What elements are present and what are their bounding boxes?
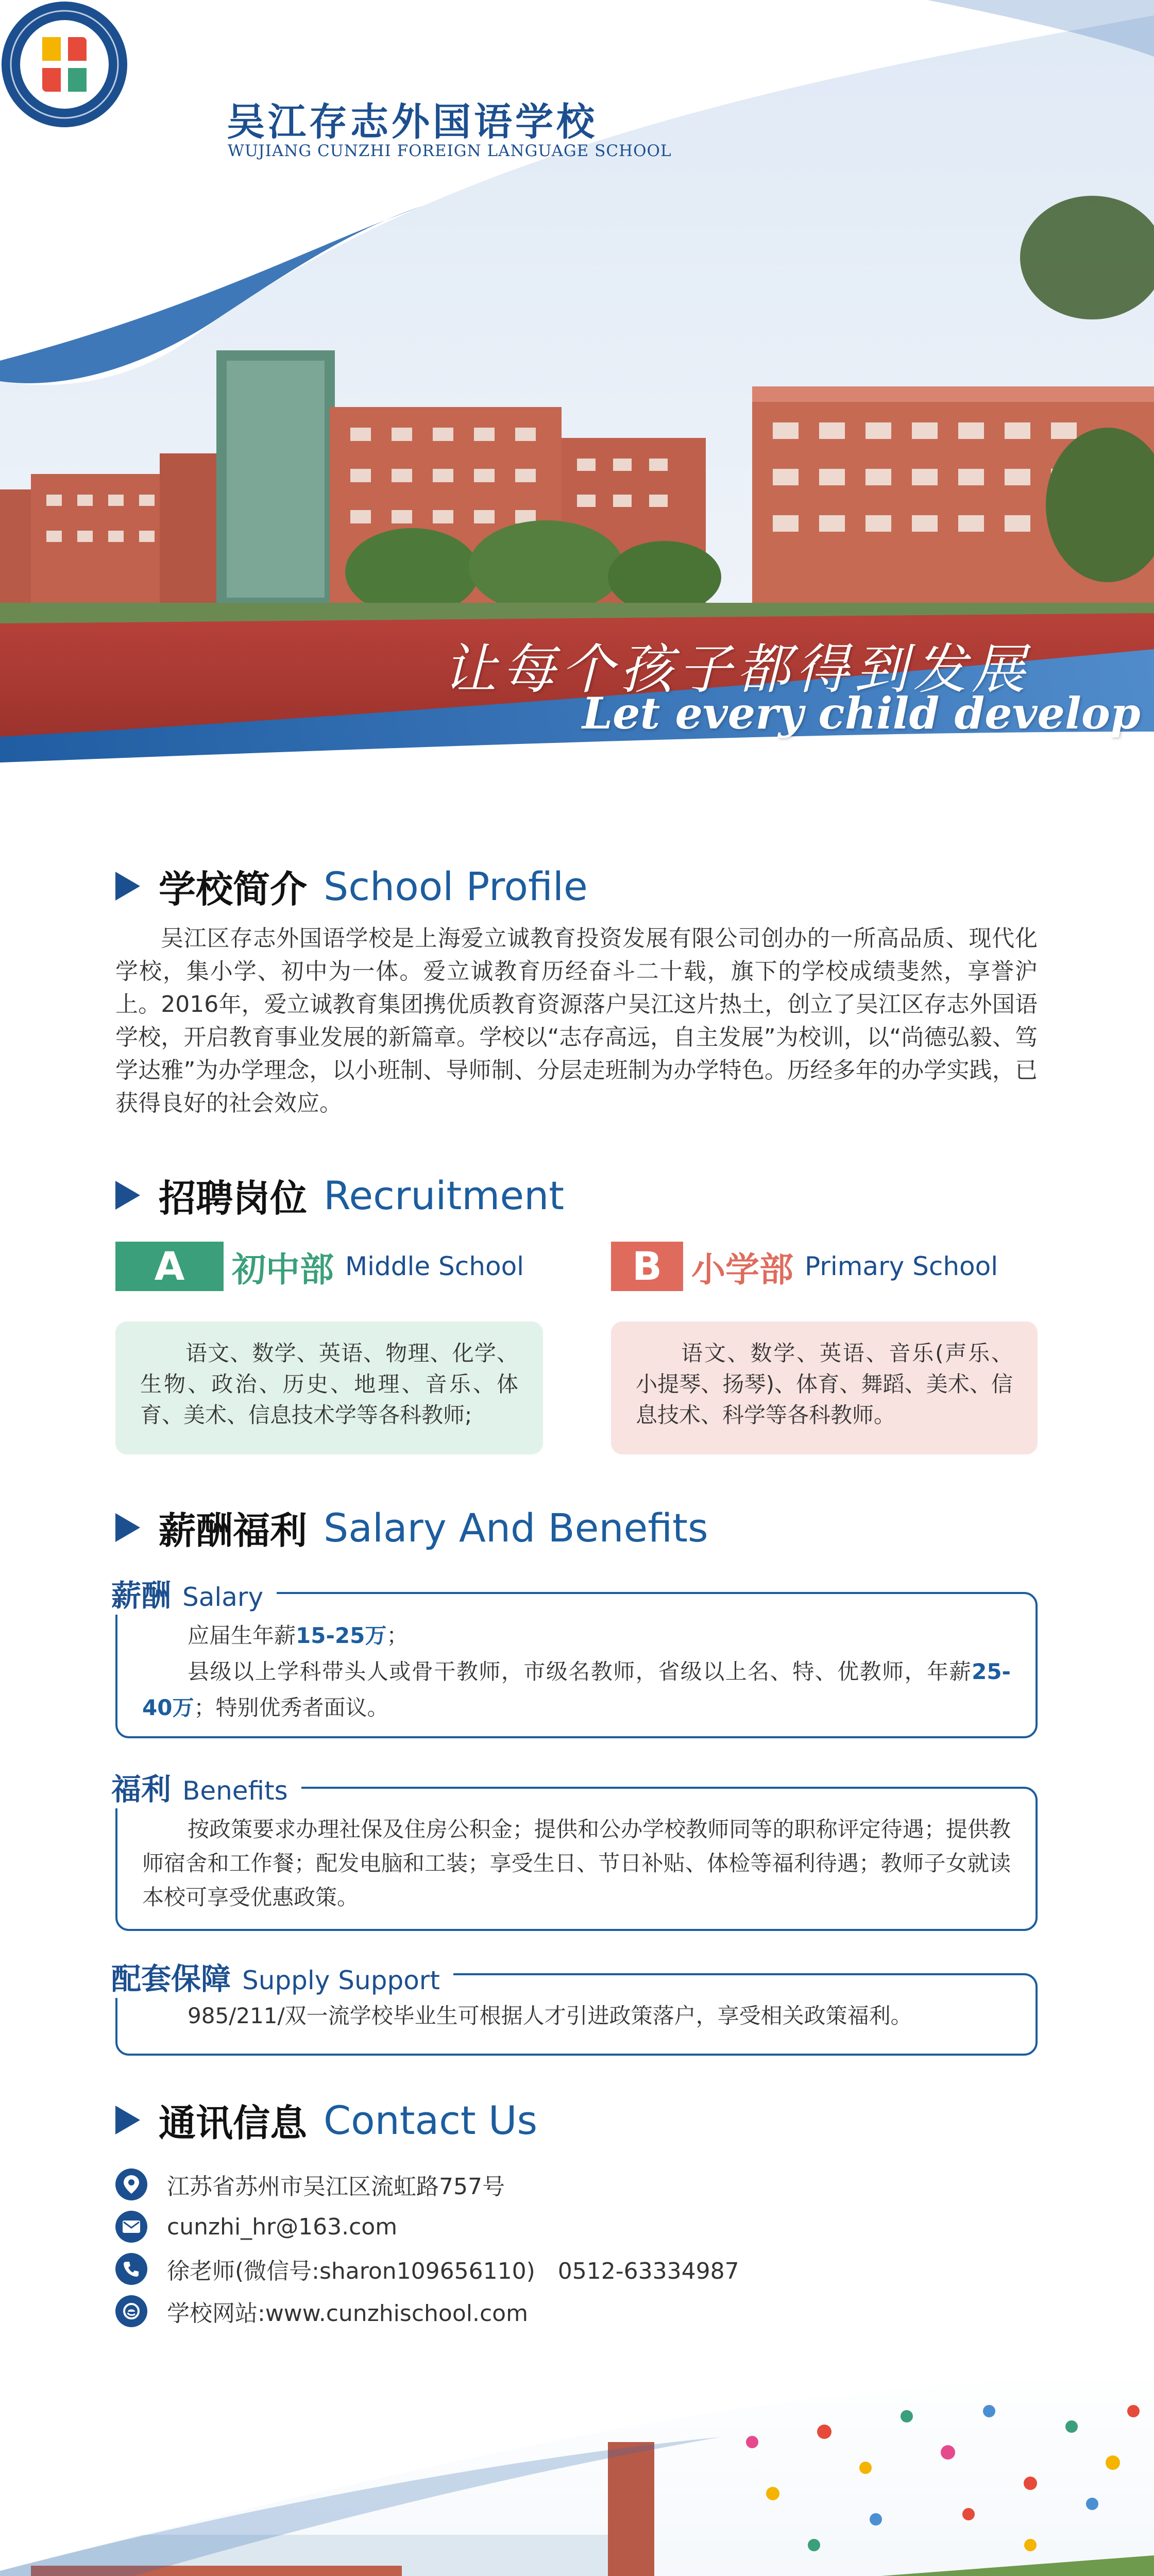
- triangle-bullet-icon: [115, 1181, 140, 1210]
- address-text: 江苏省苏州市吴江区流虹路757号: [167, 2174, 505, 2200]
- middle-school-subjects: 语文、数学、英语、物理、化学、生物、政治、历史、地理、音乐、体育、美术、信息技术学等各科教师;: [115, 1321, 543, 1454]
- salary-label: [111, 1571, 277, 1615]
- salary-label-cn: 薪酬: [111, 1578, 172, 1613]
- middle-school-letter: A: [115, 1242, 224, 1291]
- section-heading-recruitment: [115, 1170, 564, 1221]
- location-pin-icon: [115, 2168, 147, 2200]
- welfare-box: [115, 1787, 1038, 1931]
- benefits-title-cn: 薪酬福利: [159, 1509, 308, 1552]
- benefits-title-en: Salary And Benefits: [324, 1504, 708, 1551]
- primary-school-subjects: 语文、数学、英语、音乐(声乐、小提琴、扬琴)、体育、舞蹈、美术、信息技术、科学等各科教师。: [611, 1321, 1038, 1454]
- footer-banner: [0, 2349, 1154, 2576]
- profile-title-en: School Profile: [324, 863, 588, 909]
- primary-school-name-en: Primary School: [805, 1251, 998, 1281]
- phone-text: 徐老师(微信号:sharon109656110) 0512-63334987: [167, 2258, 739, 2284]
- section-heading-contact: [115, 2094, 537, 2146]
- support-label-cn: 配套保障: [111, 1961, 231, 1996]
- primary-school-tag: [611, 1242, 998, 1291]
- salary-line-1: [142, 1618, 1011, 1654]
- phone-icon: [115, 2253, 147, 2285]
- school-name-cn: 吴江存志外国语学校: [227, 100, 598, 144]
- middle-school-name-en: Middle School: [345, 1251, 524, 1281]
- support-label-en: Supply Support: [242, 1965, 440, 1995]
- salary-line-1-prefix: 应届生年薪: [188, 1623, 296, 1648]
- profile-body: 吴江区存志外国语学校是上海爱立诚教育投资发展有限公司创办的一所高品质、现代化学校，集小学、初中为一体。爱立诚教育历经奋斗二十载，旗下的学校成绩斐然，享誉沪上。2016年，爱立诚教育集团携优质教育资源落户吴江这片热土，创立了吴江区存志外国语学校，开启教育事业发展的新篇章。学校以“志存高远，自主发展”为校训，以“尚德弘毅、笃学达雅”为办学理念，以小班制、导师制、分层走班制为办学特色。历经多年的办学实践，已获得良好的社会效应。: [115, 925, 1038, 1116]
- contact-address: [115, 2166, 505, 2202]
- middle-school-name-cn: 初中部: [232, 1249, 334, 1290]
- contact-phone: [115, 2251, 739, 2287]
- section-heading-profile: [115, 860, 588, 912]
- email-icon: [115, 2211, 147, 2243]
- primary-school-letter: B: [611, 1242, 683, 1291]
- contact-title-cn: 通讯信息: [159, 2102, 308, 2145]
- slogan-en: Let every child develop: [582, 688, 1141, 739]
- hero-banner: [0, 0, 1154, 804]
- contact-email: [115, 2209, 397, 2245]
- support-label: [111, 1955, 453, 1998]
- profile-title-cn: 学校简介: [159, 868, 308, 911]
- contact-title-en: Contact Us: [324, 2097, 538, 2143]
- triangle-bullet-icon: [115, 872, 140, 901]
- web-icon: [115, 2295, 147, 2327]
- email-link[interactable]: cunzhi_hr@163.com: [167, 2213, 398, 2240]
- primary-school-name-cn: 小学部: [691, 1249, 793, 1290]
- section-heading-benefits: [115, 1502, 708, 1553]
- recruitment-title-en: Recruitment: [324, 1172, 565, 1218]
- salary-line-1-suffix: ；: [386, 1623, 409, 1648]
- support-body: 985/211/双一流学校毕业生可根据人才引进政策落户，享受相关政策福利。: [188, 2003, 912, 2028]
- recruitment-title-cn: 招聘岗位: [159, 1177, 308, 1220]
- slogan-cn: 让每个孩子都得到发展: [443, 638, 1031, 701]
- salary-label-en: Salary: [182, 1582, 264, 1612]
- salary-line-2: [142, 1654, 1011, 1726]
- salary-line-2-prefix: 县级以上学科带头人或骨干教师，市级名教师，省级以上名、特、优教师，年薪: [188, 1659, 972, 1684]
- salary-value-senior: 25-40万: [142, 1659, 1011, 1720]
- welfare-label-cn: 福利: [111, 1772, 172, 1807]
- salary-line-2-suffix: ；特别优秀者面议。: [194, 1695, 389, 1720]
- school-name-en: WUJIANG CUNZHI FOREIGN LANGUAGE SCHOOL: [228, 142, 672, 160]
- triangle-bullet-icon: [115, 2106, 140, 2134]
- salary-value-graduate: 15-25万: [296, 1623, 387, 1648]
- website-link[interactable]: 学校网站:www.cunzhischool.com: [167, 2300, 528, 2327]
- footer-campus-illustration: [0, 2349, 1154, 2576]
- welfare-body: 按政策要求办理社保及住房公积金；提供和公办学校教师同等的职称评定待遇；提供教师宿舍和工作餐；配发电脑和工装；享受生日、节日补贴、体检等福利待遇；教师子女就读本校可享受优惠政策。: [142, 1817, 1011, 1910]
- school-logo-icon: [0, 0, 129, 129]
- triangle-bullet-icon: [115, 1513, 140, 1542]
- middle-school-tag: [115, 1242, 524, 1291]
- welfare-label: [111, 1765, 301, 1808]
- contact-website: [115, 2293, 528, 2329]
- welfare-label-en: Benefits: [182, 1776, 288, 1806]
